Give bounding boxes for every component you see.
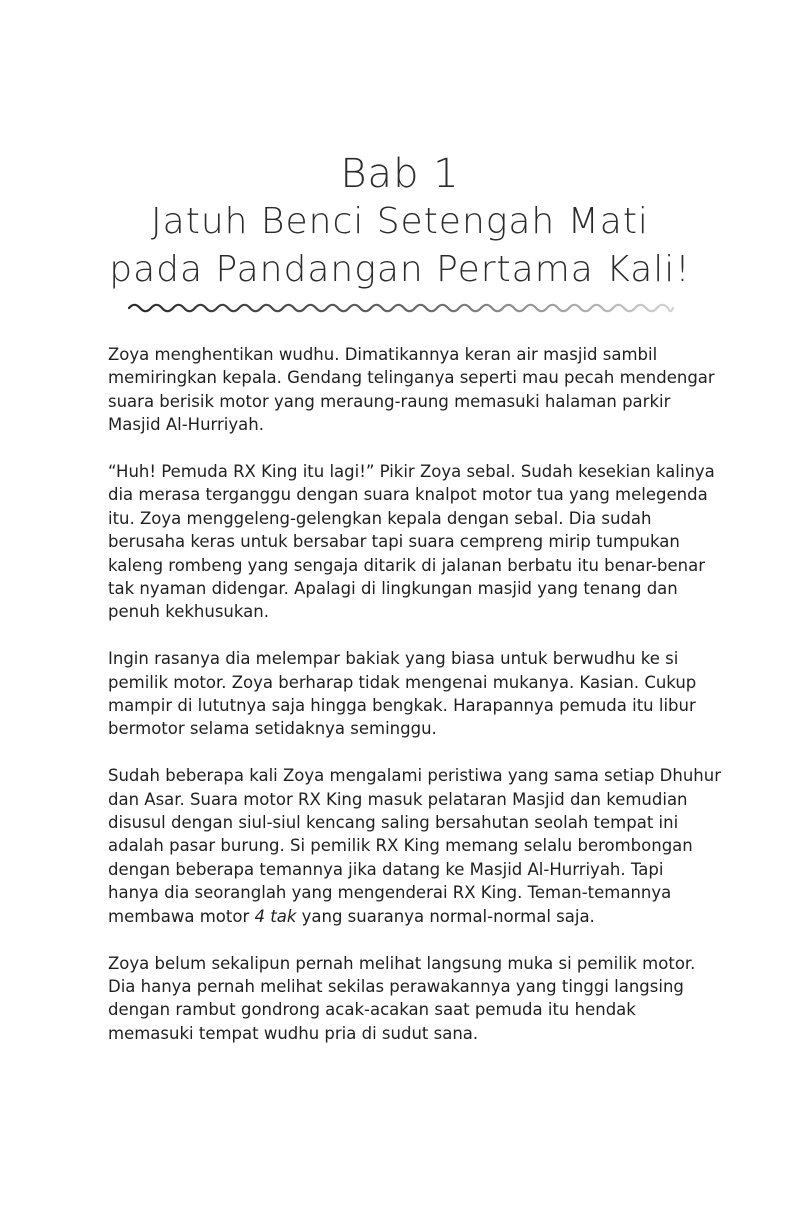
chapter-heading xyxy=(100,150,700,294)
text-line: dia merasa terganggu dengan suara knalpot motor tua yang melegenda xyxy=(108,485,708,505)
text-line: “Huh! Pemuda RX King itu lagi!” Pikir Zoya sebal. Sudah kesekian kalinya xyxy=(108,462,715,482)
text-line: dengan beberapa temannya jika datang ke Masjid Al-Hurriyah. Tapi xyxy=(108,859,664,879)
text-line: itu. Zoya menggeleng-gelengkan kepala dengan sebal. Dia sudah xyxy=(108,508,652,528)
text-segment: membawa motor xyxy=(108,906,255,926)
text-line: suara berisik motor yang meraung-raung memasuki halaman parkir xyxy=(108,391,671,411)
italic-term: 4 tak xyxy=(254,906,297,926)
text-line: berusaha keras untuk bersabar tapi suara cempreng mirip tumpukan xyxy=(108,532,680,552)
text-line: adalah pasar burung. Si pemilik RX King memang selalu berombongan xyxy=(108,836,693,856)
text-line: kaleng rombeng yang sengaja ditarik di jalanan berbatu itu benar-benar xyxy=(108,555,706,575)
text-line: memiringkan kepala. Gendang telinganya seperti mau pecah mendengar xyxy=(108,368,715,388)
text-line: bermotor selama setidaknya seminggu. xyxy=(108,719,437,739)
chapter-body xyxy=(108,343,721,1069)
text-line: dengan rambut gondrong acak-acakan saat pemuda itu hendak xyxy=(108,1000,636,1020)
chapter-title-line-2: pada Pandangan Pertama Kali! xyxy=(109,249,691,290)
wavy-divider xyxy=(128,300,674,316)
text-line: Dia hanya pernah melihat sekilas perawakannya yang tinggi langsing xyxy=(108,976,684,996)
paragraph-4 xyxy=(108,764,721,928)
text-line: tak nyaman didengar. Apalagi di lingkungan masjid yang tenang dan xyxy=(108,579,678,599)
text-line: penuh kekhusukan. xyxy=(108,602,269,622)
paragraph-5 xyxy=(108,952,708,1046)
chapter-number: Bab 1 xyxy=(340,151,460,197)
text-line: pemilik motor. Zoya berharap tidak mengenai mukanya. Kasian. Cukup xyxy=(108,672,697,692)
paragraph-3 xyxy=(108,647,708,741)
paragraph-1 xyxy=(108,343,715,437)
chapter-title-line-1: Jatuh Benci Setengah Mati xyxy=(151,201,649,242)
text-line: Zoya belum sekalipun pernah melihat langsung muka si pemilik motor. xyxy=(108,953,696,973)
text-line: hanya dia seoranglah yang mengenderai RX King. Teman-temannya xyxy=(108,883,672,903)
text-line: memasuki tempat wudhu pria di sudut sana. xyxy=(108,1023,479,1043)
text-line: Masjid Al-Hurriyah. xyxy=(108,415,264,435)
text-line: Ingin rasanya dia melempar bakiak yang biasa untuk berwudhu ke si xyxy=(108,649,679,669)
text-line: mampir di lututnya saja hingga bengkak. Harapannya pemuda itu libur xyxy=(108,696,696,716)
text-line: disusul dengan siul-siul kencang saling bersahutan seolah tempat ini xyxy=(108,813,679,833)
text-line: Sudah beberapa kali Zoya mengalami peristiwa yang sama setiap Dhuhur xyxy=(108,766,721,786)
text-line: Zoya menghentikan wudhu. Dimatikannya keran air masjid sambil xyxy=(108,345,658,364)
text-segment: yang suaranya normal-normal saja. xyxy=(296,906,595,926)
paragraph-2 xyxy=(108,460,715,624)
text-line-with-italic xyxy=(108,905,708,928)
text-line: dan Asar. Suara motor RX King masuk pelataran Masjid dan kemudian xyxy=(108,789,688,809)
